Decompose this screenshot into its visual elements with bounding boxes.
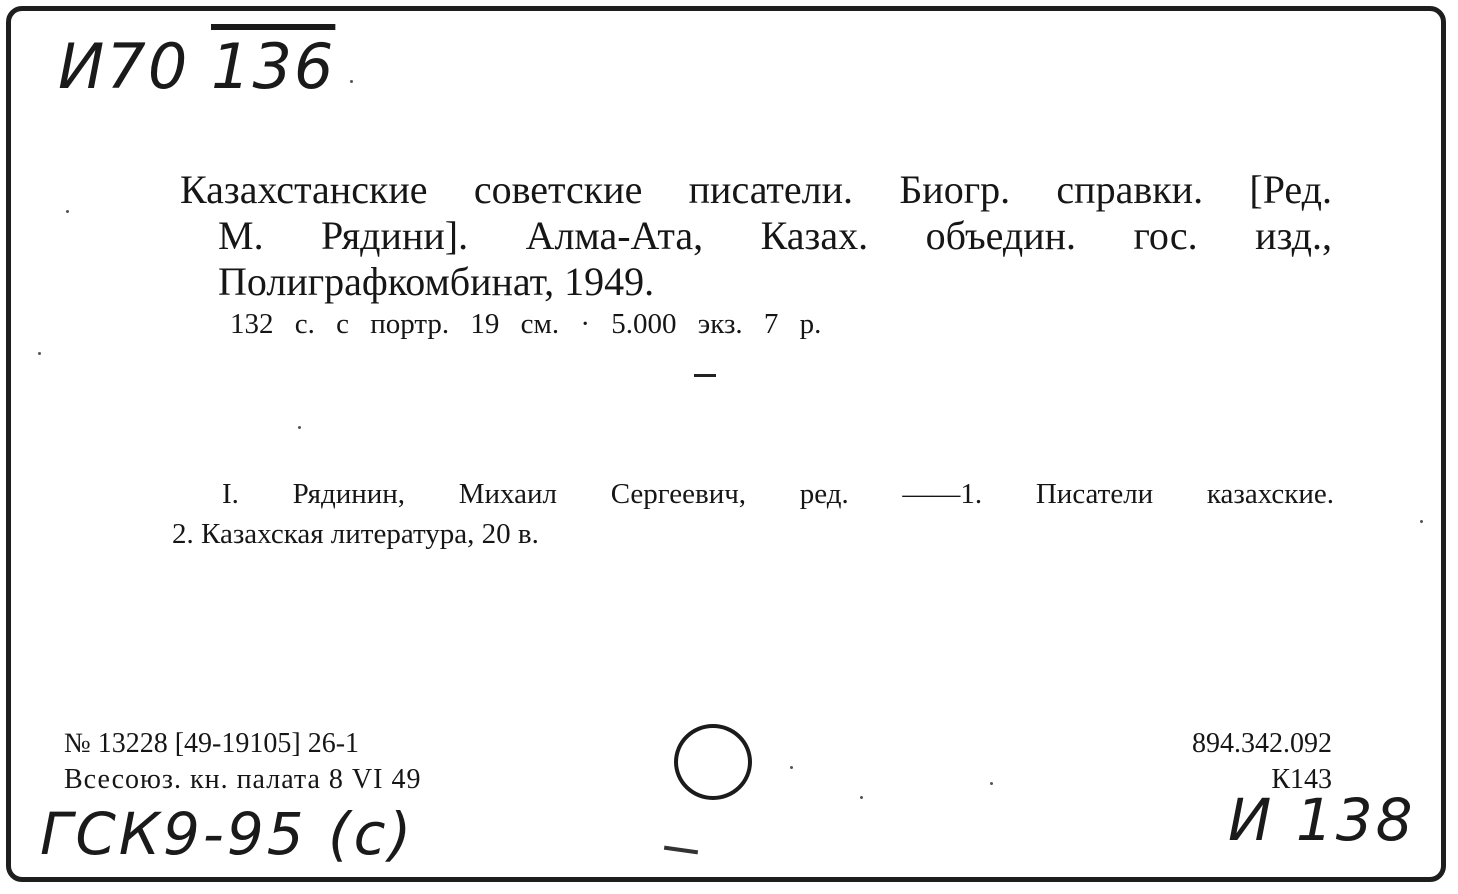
entry-publisher-line: Полиграфкомбинат, 1949. (218, 259, 655, 304)
book-chamber-stamp: Всесоюз. кн. палата 8 VI 49 (64, 764, 422, 795)
physical-description: 132 с. с портр. 19 см. · 5.000 экз. 7 р. (230, 308, 822, 340)
tracing-line-2: 2. Казахская литература, 20 в. (172, 518, 539, 550)
speck (860, 796, 863, 799)
record-number: № 13228 [49-19105] 26-1 (64, 728, 360, 759)
speck (790, 766, 793, 769)
punch-hole (674, 724, 752, 800)
handwritten-inventory-code: ГСК9-95 (с) (40, 800, 415, 868)
speck (990, 782, 993, 785)
author-mark: К143 (1271, 764, 1332, 795)
speck (66, 210, 69, 213)
entry-title-line-1: Казахстанские советские писатели. Биогр. справки. [Ред. (180, 167, 1332, 212)
handwritten-call-number: И 138 (1228, 786, 1416, 854)
speck (1420, 520, 1423, 523)
classification-number: 894.342.092 (1192, 728, 1332, 759)
tracing-line-1: I. Рядинин, Михаил Сергеевич, ред. ——1. Писатели казахские. (222, 478, 1334, 510)
separator-dash (694, 374, 716, 377)
entry-title-line-2: М. Рядини]. Алма-Ата, Казах. объедин. гос. изд., (218, 213, 1332, 258)
speck (298, 426, 301, 429)
handwritten-shelf-mark: И70 136 (58, 30, 336, 103)
speck (350, 80, 353, 83)
speck (38, 352, 41, 355)
